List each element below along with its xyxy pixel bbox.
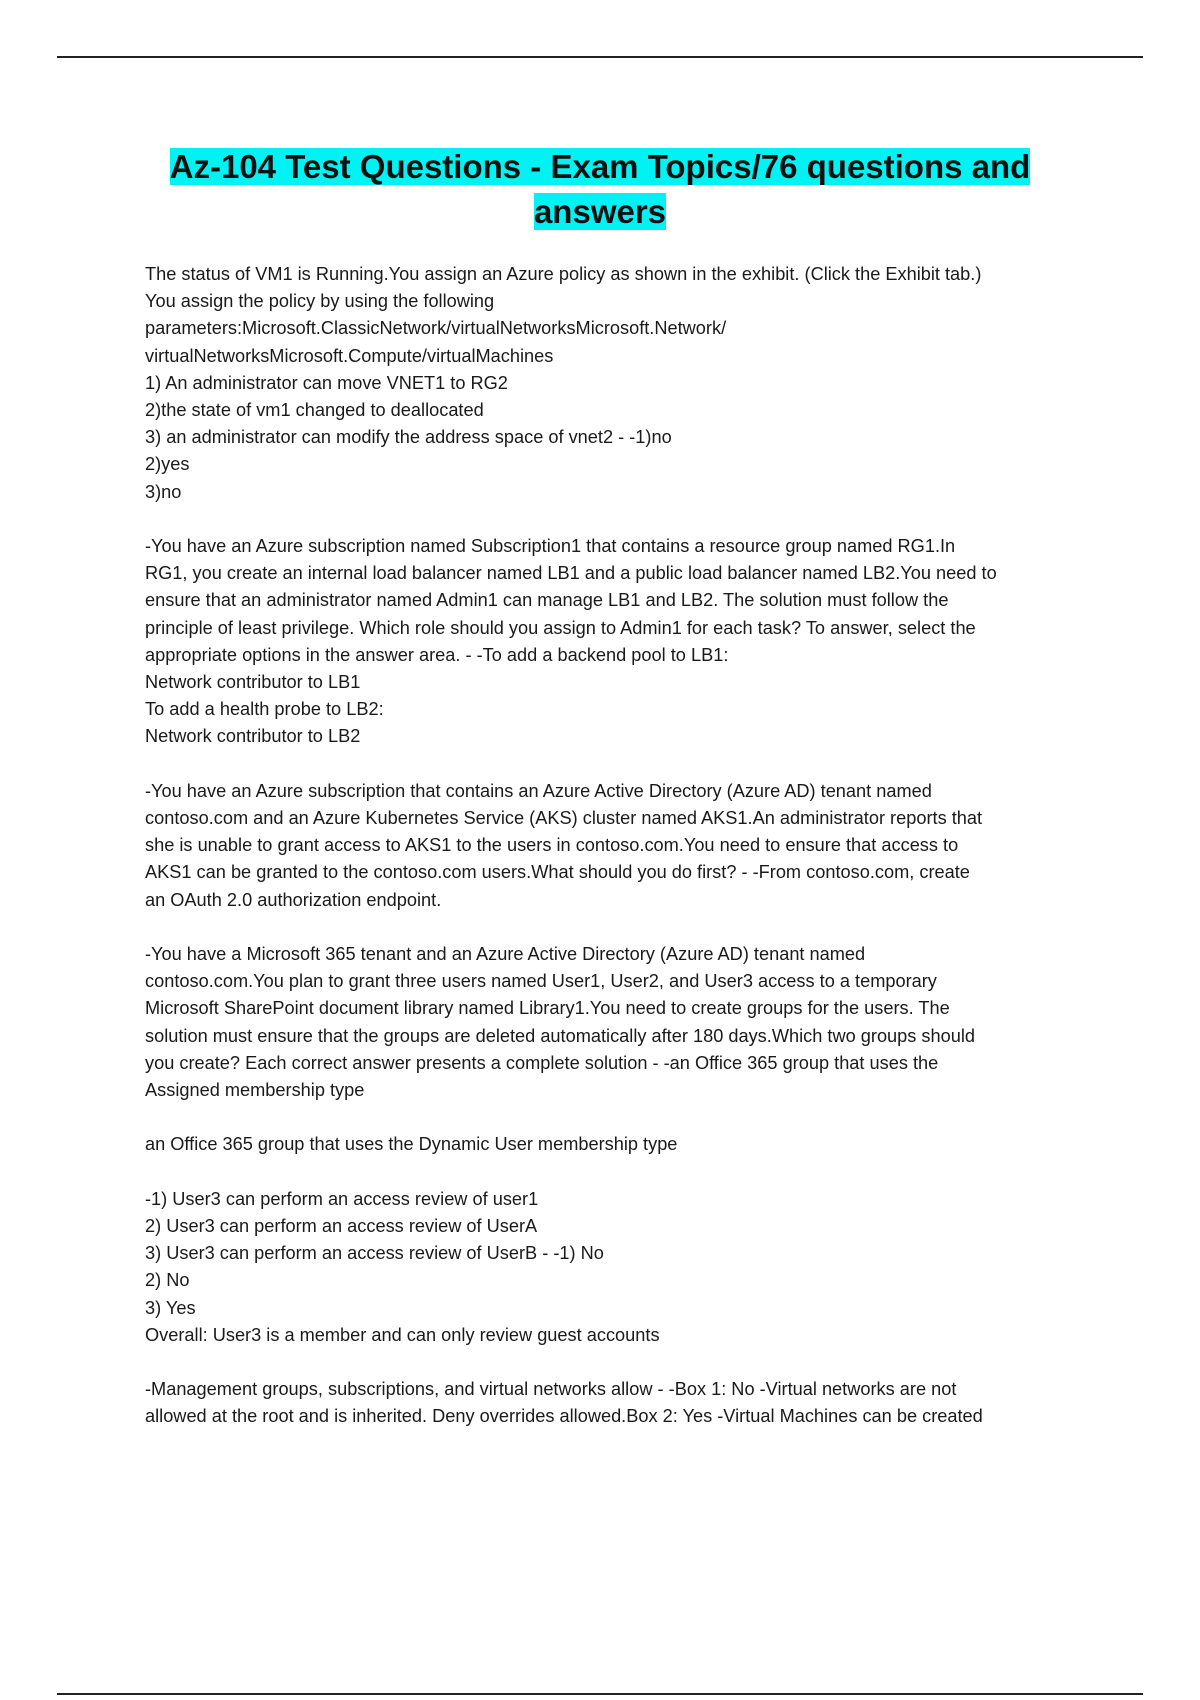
text-line: -You have an Azure subscription named Subscription1 that contains a resource group named RG1.In [145, 536, 956, 557]
text-line: -1) User3 can perform an access review of user1 [145, 1188, 539, 1209]
text-line: solution must ensure that the groups are deleted automatically after 180 days.Which two groups should [145, 1025, 976, 1046]
text-line: 3) User3 can perform an access review of UserB - -1) No [145, 1243, 604, 1264]
text-line: an OAuth 2.0 authorization endpoint. [145, 889, 442, 910]
text-line: Assigned membership type [145, 1080, 365, 1101]
text-line: 3)no [145, 481, 182, 502]
text-line: contoso.com.You plan to grant three users named User1, User2, and User3 access to a temporary [145, 971, 937, 992]
text-line: 1) An administrator can move VNET1 to RG2 [145, 372, 508, 393]
paragraph [145, 1376, 1093, 1430]
paragraph [145, 941, 1093, 1104]
paragraph [145, 533, 1093, 751]
text-line: -Management groups, subscriptions, and virtual networks allow - -Box 1: No -Virtual networks are not [145, 1379, 957, 1400]
text-line: AKS1 can be granted to the contoso.com users.What should you do first? - -From contoso.com, create [145, 862, 970, 883]
text-line: Network contributor to LB1 [145, 672, 361, 693]
text-line: appropriate options in the answer area. - -To add a backend pool to LB1: [145, 644, 729, 665]
text-line: You assign the policy by using the following [145, 291, 495, 312]
text-line: virtualNetworksMicrosoft.Compute/virtualMachines [145, 345, 554, 366]
text-line: principle of least privilege. Which role should you assign to Admin1 for each task? To answer, select the [145, 617, 976, 638]
text-line: -You have an Azure subscription that contains an Azure Active Directory (Azure AD) tenant named [145, 780, 932, 801]
text-line: The status of VM1 is Running.You assign an Azure policy as shown in the exhibit. (Click the Exhibit tab.) [145, 264, 982, 284]
text-line: you create? Each correct answer presents a complete solution - -an Office 365 group that uses the [145, 1052, 939, 1073]
text-line: RG1, you create an internal load balancer named LB1 and a public load balancer named LB2.You need to [145, 563, 997, 584]
text-line: 2)the state of vm1 changed to deallocated [145, 400, 484, 421]
text-line: allowed at the root and is inherited. Deny overrides allowed.Box 2: Yes -Virtual Machines can be created [145, 1406, 983, 1427]
text-line: parameters:Microsoft.ClassicNetwork/virtualNetworksMicrosoft.Network/ [145, 318, 727, 339]
document-title [100, 144, 1100, 234]
document-body [145, 261, 1093, 1458]
text-line: 3) Yes [145, 1297, 196, 1318]
paragraph [145, 1186, 1093, 1349]
text-line: an Office 365 group that uses the Dynamic User membership type [145, 1134, 678, 1155]
paragraph [145, 778, 1093, 914]
text-line: 3) an administrator can modify the address space of vnet2 - -1)no [145, 427, 672, 448]
paragraph [145, 1131, 1093, 1158]
top-rule [57, 56, 1143, 58]
title-line-2: answers [533, 193, 667, 230]
title-line-1: Az-104 Test Questions - Exam Topics/76 questions and [169, 148, 1031, 185]
text-line: -You have a Microsoft 365 tenant and an Azure Active Directory (Azure AD) tenant named [145, 944, 866, 965]
text-line: Microsoft SharePoint document library named Library1.You need to create groups for the users. The [145, 998, 950, 1019]
text-line: 2) User3 can perform an access review of UserA [145, 1216, 538, 1237]
text-line: Network contributor to LB2 [145, 726, 361, 747]
text-line: Overall: User3 is a member and can only review guest accounts [145, 1324, 660, 1345]
text-line: she is unable to grant access to AKS1 to the users in contoso.com.You need to ensure that access to [145, 835, 959, 856]
text-line: 2)yes [145, 454, 190, 475]
bottom-rule [57, 1693, 1143, 1695]
text-line: To add a health probe to LB2: [145, 699, 384, 720]
text-line: ensure that an administrator named Admin1 can manage LB1 and LB2. The solution must follow the [145, 590, 949, 611]
text-line: 2) No [145, 1270, 190, 1291]
text-line: contoso.com and an Azure Kubernetes Service (AKS) cluster named AKS1.An administrator reports that [145, 808, 983, 829]
paragraph [145, 261, 1093, 506]
